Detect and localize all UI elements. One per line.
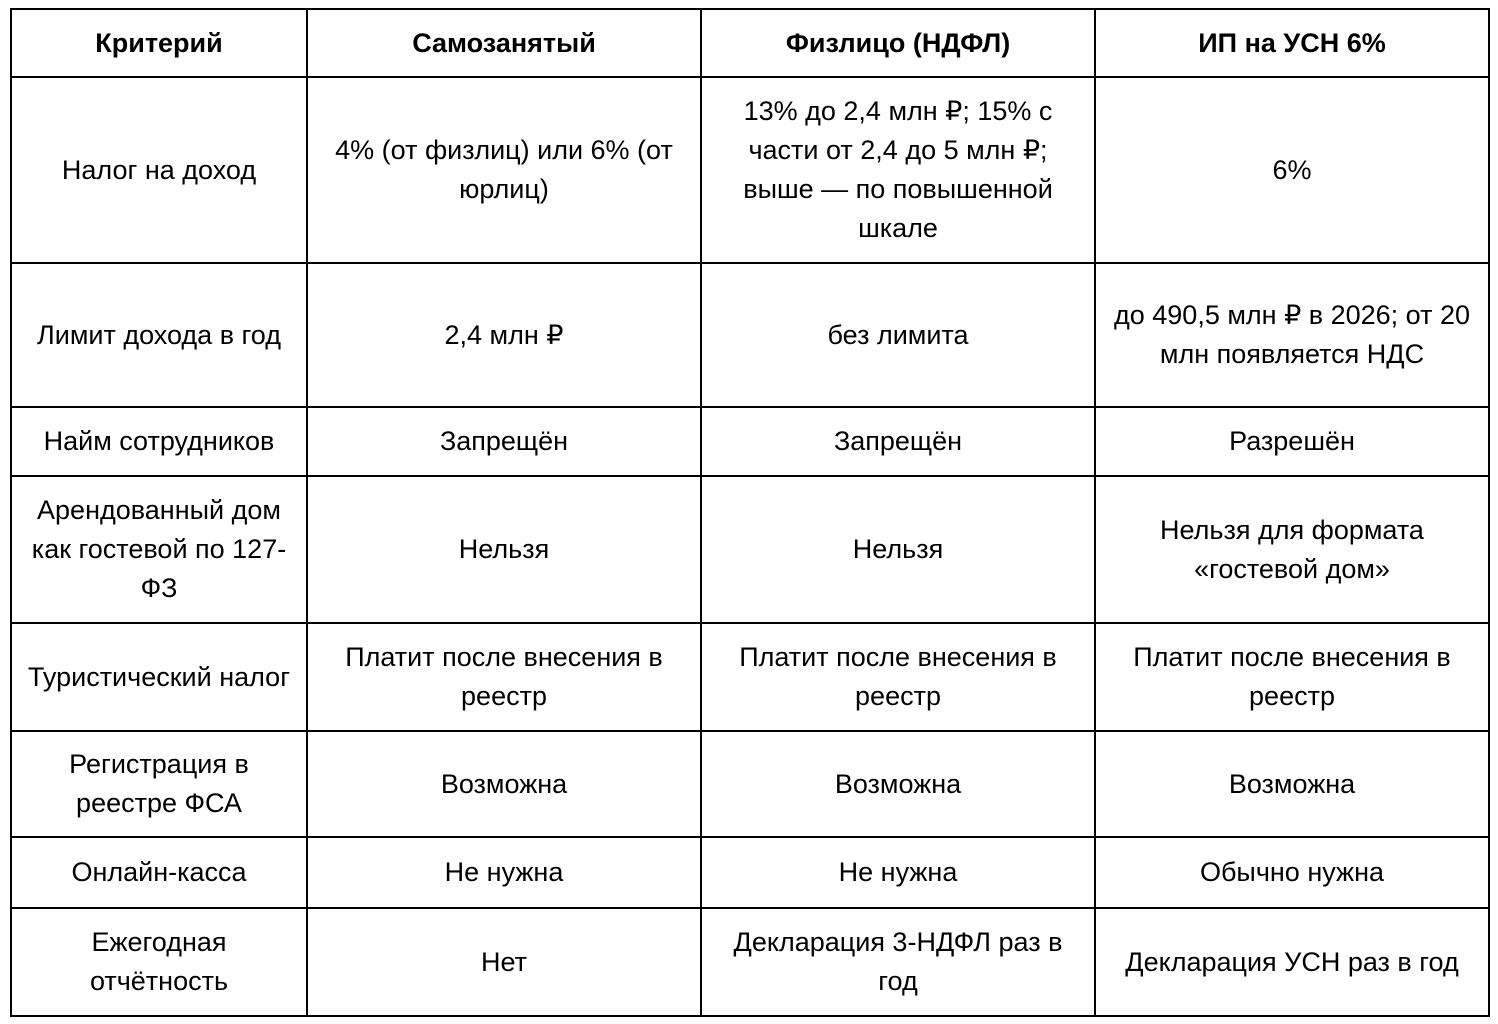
table-cell: Не нужна [701, 837, 1095, 908]
comparison-table [10, 8, 1490, 1017]
table-cell: Платит после внесения в реестр [1095, 623, 1489, 731]
row-criterion-cell: Налог на доход [11, 77, 307, 263]
table-row [11, 908, 1489, 1016]
table-cell: Нельзя для формата «гостевой дом» [1095, 476, 1489, 623]
table-cell: 4% (от физлиц) или 6% (от юрлиц) [307, 77, 701, 263]
row-criterion-cell: Онлайн-касса [11, 837, 307, 908]
table-cell: Платит после внесения в реестр [307, 623, 701, 731]
table-row [11, 837, 1489, 908]
table-row [11, 623, 1489, 731]
row-criterion-cell: Арендованный дом как гостевой по 127-ФЗ [11, 476, 307, 623]
table-cell: Обычно нужна [1095, 837, 1489, 908]
header-criterion: Критерий [11, 9, 307, 77]
table-cell: Нет [307, 908, 701, 1016]
table-row [11, 77, 1489, 263]
row-criterion-cell: Лимит дохода в год [11, 263, 307, 407]
table-cell: Декларация УСН раз в год [1095, 908, 1489, 1016]
table-row [11, 263, 1489, 407]
table-cell: Возможна [307, 731, 701, 837]
row-criterion-cell: Ежегодная отчётность [11, 908, 307, 1016]
table-cell: Нельзя [701, 476, 1095, 623]
row-criterion-cell: Найм сотрудников [11, 407, 307, 476]
table-cell: Декларация 3-НДФЛ раз в год [701, 908, 1095, 1016]
table-cell: 2,4 млн ₽ [307, 263, 701, 407]
table-header-row [11, 9, 1489, 77]
table-cell: 6% [1095, 77, 1489, 263]
header-individual: Физлицо (НДФЛ) [701, 9, 1095, 77]
table-cell: Возможна [1095, 731, 1489, 837]
table-cell: 13% до 2,4 млн ₽; 15% с части от 2,4 до 5 млн ₽; выше — по повышенной шкале [701, 77, 1095, 263]
table-cell: до 490,5 млн ₽ в 2026; от 20 млн появляется НДС [1095, 263, 1489, 407]
table-cell: Возможна [701, 731, 1095, 837]
header-sole-proprietor: ИП на УСН 6% [1095, 9, 1489, 77]
table-cell: Запрещён [701, 407, 1095, 476]
table-cell: Запрещён [307, 407, 701, 476]
header-self-employed: Самозанятый [307, 9, 701, 77]
row-criterion-cell: Туристический налог [11, 623, 307, 731]
table-row [11, 407, 1489, 476]
table-cell: Нельзя [307, 476, 701, 623]
table-cell: Платит после внесения в реестр [701, 623, 1095, 731]
table-cell: Не нужна [307, 837, 701, 908]
table-row [11, 731, 1489, 837]
table-row [11, 476, 1489, 623]
table-cell: без лимита [701, 263, 1095, 407]
row-criterion-cell: Регистрация в реестре ФСА [11, 731, 307, 837]
table-cell: Разрешён [1095, 407, 1489, 476]
